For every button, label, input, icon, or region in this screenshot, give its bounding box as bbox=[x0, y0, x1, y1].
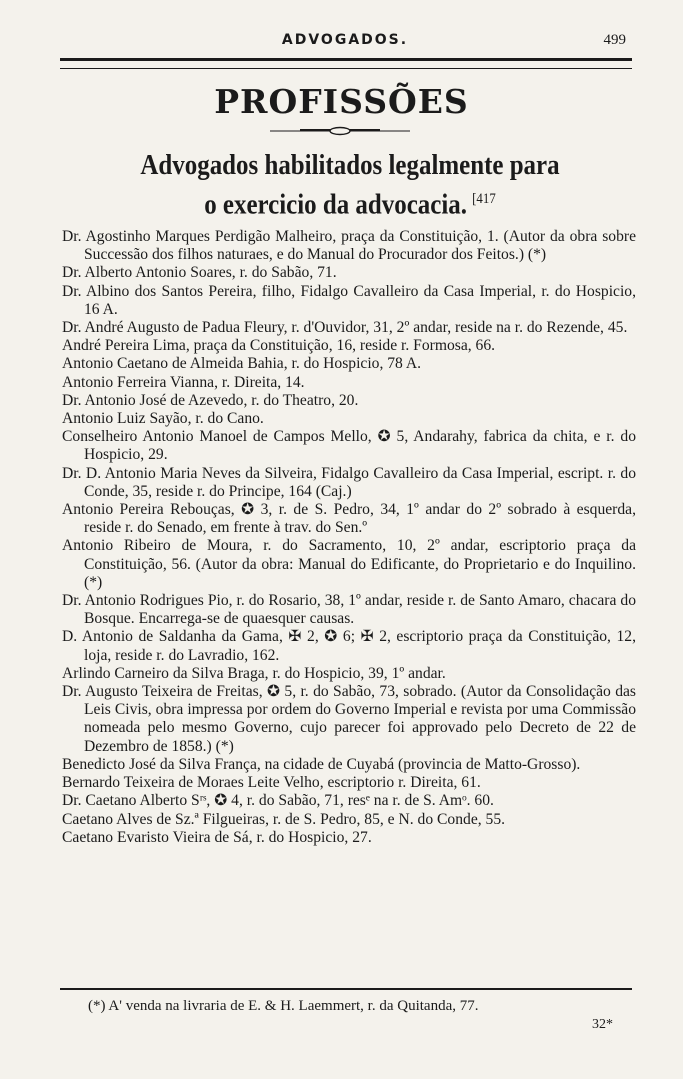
lawyer-list bbox=[62, 228, 636, 847]
list-item: Benedicto José da Silva França, na cidade de Cuyabá (provincia de Matto-Grosso). bbox=[62, 755, 581, 773]
footnote-rule bbox=[60, 988, 632, 990]
list-item: Dr. André Augusto de Padua Fleury, r. d'Ouvidor, 31, 2º andar, reside na r. do Rezende, 45. bbox=[62, 319, 628, 337]
running-title: ADVOGADOS. bbox=[281, 32, 409, 48]
list-heading bbox=[101, 148, 600, 222]
list-item: Antonio Ribeiro de Moura, r. do Sacramento, 10, 2º andar, escriptorio praça da Constituição, 56. (Autor da obra: Manual do Edificante, do Proprietario e do Inquilino. (*) bbox=[62, 537, 636, 591]
list-item: Caetano Evaristo Vieira de Sá, r. do Hospicio, 27. bbox=[62, 828, 372, 846]
page-number: 499 bbox=[603, 32, 626, 48]
list-item: Antonio Pereira Rebouças, ✪ 3, r. de S. Pedro, 34, 1º andar do 2º sobrado à esquerda, reside r. do Senado, em frente à trav. do Sen.º bbox=[62, 501, 636, 537]
list-item: Conselheiro Antonio Manoel de Campos Mello, ✪ 5, Andarahy, fabrica da chita, e r. do Hospicio, 29. bbox=[62, 428, 636, 464]
heading-line-1: Advogados habilitados legalmente para bbox=[140, 149, 560, 181]
list-item: Dr. Antonio Rodrigues Pio, r. do Rosario, 38, 1º andar, reside r. de Santo Amaro, chacara do Bosque. Encarrega-se de quaesquer causas. bbox=[62, 592, 636, 628]
list-item: Dr. Antonio José de Azevedo, r. do Theatro, 20. bbox=[62, 391, 359, 409]
ornament-divider bbox=[270, 126, 410, 136]
list-item: D. Antonio de Saldanha da Gama, ✠ 2, ✪ 6; ✠ 2, escriptorio praça da Constituição, 12, loja, reside r. do Lavradio, 162. bbox=[62, 628, 636, 664]
heading-line-2-wrap bbox=[101, 182, 600, 222]
list-item: Dr. D. Antonio Maria Neves da Silveira, Fidalgo Cavalleiro da Casa Imperial, escript. r. do Conde, 35, reside r. do Principe, 164 (Caj.) bbox=[62, 464, 636, 500]
signature-mark: 32* bbox=[592, 1017, 613, 1032]
running-head bbox=[60, 30, 630, 52]
section-title: PROFISSÕES bbox=[214, 82, 469, 121]
entry-number: [417 bbox=[472, 191, 496, 207]
footnote: (*) A' venda na livraria de E. & H. Laemmert, r. da Quitanda, 77. bbox=[88, 998, 479, 1014]
list-item: Dr. Alberto Antonio Soares, r. do Sabão, 71. bbox=[62, 264, 337, 282]
list-item: Dr. Albino dos Santos Pereira, filho, Fidalgo Cavalleiro da Casa Imperial, r. do Hospicio, 16 A. bbox=[62, 282, 636, 318]
list-item: Antonio Caetano de Almeida Bahia, r. do Hospicio, 78 A. bbox=[62, 355, 422, 373]
list-item: Antonio Ferreira Vianna, r. Direita, 14. bbox=[62, 373, 305, 391]
list-item: Bernardo Teixeira de Moraes Leite Velho, escriptorio r. Direita, 61. bbox=[62, 774, 481, 792]
list-item: Dr. Augusto Teixeira de Freitas, ✪ 5, r. do Sabão, 73, sobrado. (Autor da Consolidação das Leis Civis, obra impressa por ordem do Governo Imperial e revista por uma Commissão nomeada pelo mesmo Governo, cujo parecer foi approvado pelo Decreto de 22 de Dezembro de 1858.) (*) bbox=[62, 683, 636, 755]
header-rule bbox=[60, 58, 632, 69]
heading-line-2: o exercicio da advocacia. bbox=[204, 188, 467, 221]
list-item: Caetano Alves de Sz.ª Filgueiras, r. de S. Pedro, 85, e N. do Conde, 55. bbox=[62, 810, 506, 828]
list-item: André Pereira Lima, praça da Constituição, 16, reside r. Formosa, 66. bbox=[62, 337, 496, 355]
list-item: Dr. Caetano Alberto Sʳˢ, ✪ 4, r. do Sabão, 71, resᵉ na r. de S. Amᵒ. 60. bbox=[62, 792, 494, 810]
list-item: Dr. Agostinho Marques Perdigão Malheiro, praça da Constituição, 1. (Autor da obra sobre Successão dos filhos naturaes, e do Manual do Procurador dos Feitos.) (*) bbox=[62, 228, 636, 264]
list-item: Antonio Luiz Sayão, r. do Cano. bbox=[62, 410, 264, 428]
list-item: Arlindo Carneiro da Silva Braga, r. do Hospicio, 39, 1º andar. bbox=[62, 664, 446, 682]
